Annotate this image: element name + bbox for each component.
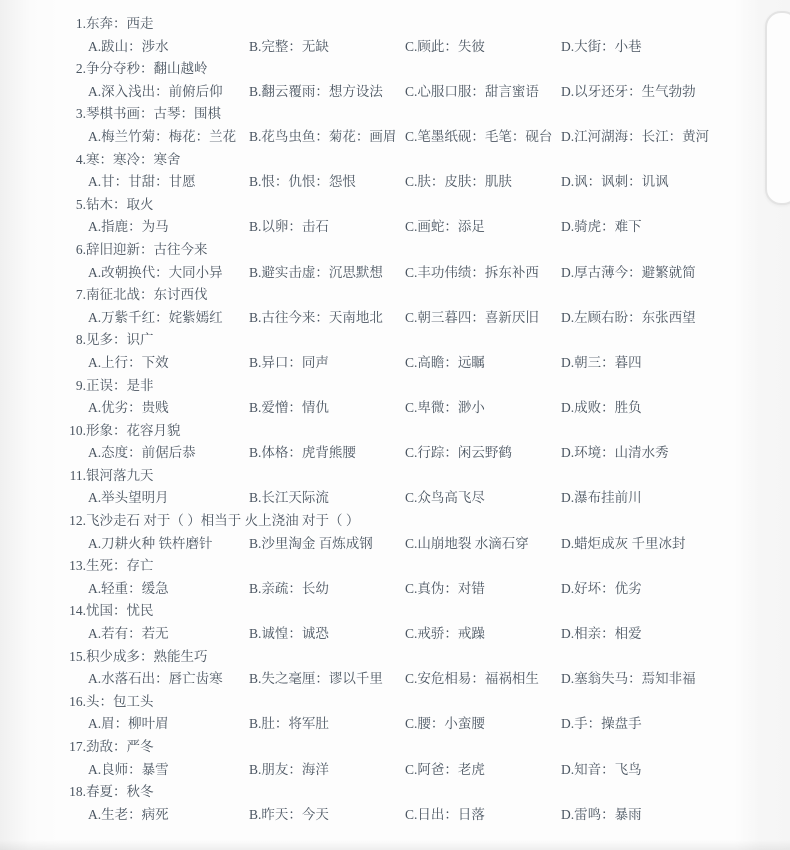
question-options-row: [0, 623, 790, 646]
question-options-row: [0, 442, 790, 465]
question-number: 2.: [75, 61, 86, 77]
option-c: C.丰功伟绩：拆东补西: [405, 264, 539, 280]
option-a: A.深入浅出：前俯后仰: [88, 83, 223, 99]
option-c: C.心服口服：甜言蜜语: [405, 83, 539, 99]
option-d: D.手：操盘手: [561, 716, 642, 732]
option-d: D.好坏：优劣: [561, 580, 642, 596]
question-block: [0, 13, 790, 58]
option-c: C.腰：小蛮腰: [405, 716, 485, 732]
scrollbar-thumb[interactable]: [765, 11, 790, 205]
question-stem: 琴棋书画：古琴：围棋: [86, 106, 221, 122]
option-d: D.相亲：相爱: [561, 626, 642, 642]
question-options-row: [0, 533, 790, 556]
question-number: 1.: [75, 16, 86, 31]
question-number: 12.: [69, 513, 86, 529]
question-stem: 见多：识广: [86, 332, 154, 348]
question-options-row: [0, 668, 790, 691]
option-c: C.高瞻：远瞩: [405, 354, 485, 370]
question-list: [0, 13, 790, 826]
page-bottom-shadow: [0, 840, 790, 850]
question-stem: 南征北战：东讨西伐: [86, 287, 208, 303]
option-a: A.指鹿：为马: [88, 219, 169, 235]
option-d: D.知音：飞鸟: [561, 761, 642, 777]
option-b: B.避实击虚：沉思默想: [249, 264, 383, 280]
question-options-row: [0, 804, 790, 827]
option-d: D.以牙还牙：生气勃勃: [561, 83, 696, 99]
question-stem: 银河落九天: [86, 467, 154, 483]
option-b: B.亲疏：长幼: [249, 580, 329, 596]
option-d: D.骑虎：难下: [561, 219, 642, 235]
question-number: 16.: [69, 693, 86, 709]
option-b: B.爱憎：情仇: [249, 400, 329, 416]
question-block: [0, 691, 790, 736]
question-stem-line: [0, 555, 790, 578]
option-b: B.肚：将军肚: [249, 716, 329, 732]
option-a: A.若有：若无: [88, 626, 169, 642]
question-number: 3.: [75, 106, 86, 122]
question-stem: 东奔：西走: [86, 16, 154, 31]
question-number: 6.: [75, 241, 86, 257]
question-stem: 忧国：忧民: [86, 603, 154, 619]
option-b: B.翻云覆雨：想方设法: [249, 83, 383, 99]
option-b: B.诚惶：诚恐: [249, 626, 329, 642]
question-block: [0, 58, 790, 103]
option-c: C.朝三暮四：喜新厌旧: [405, 309, 539, 325]
question-block: [0, 420, 790, 465]
option-d: D.大街：小巷: [561, 38, 642, 54]
option-a: A.刀耕火种 铁杵磨针: [88, 535, 213, 551]
option-d: D.瀑布挂前川: [561, 490, 642, 506]
option-d: D.朝三：暮四: [561, 354, 642, 370]
option-b: B.长江天际流: [249, 490, 329, 506]
question-number: 5.: [75, 196, 86, 212]
question-block: [0, 103, 790, 148]
option-d: D.左顾右盼：东张西望: [561, 309, 696, 325]
question-stem: 头：包工头: [86, 693, 154, 709]
option-d: D.雷鸣：暴雨: [561, 806, 642, 822]
question-stem-line: [0, 194, 790, 217]
option-a: A.生老：病死: [88, 806, 169, 822]
question-number: 14.: [69, 603, 86, 619]
option-a: A.轻重：缓急: [88, 580, 169, 596]
question-stem: 劲敌：严冬: [86, 739, 154, 754]
option-c: C.日出：日落: [405, 806, 485, 822]
option-c: C.行踪：闲云野鹤: [405, 445, 512, 461]
option-c: C.戒骄：戒躁: [405, 626, 485, 642]
question-number: 10.: [69, 422, 86, 438]
question-number: 8.: [75, 332, 86, 348]
option-d: D.成败：胜负: [561, 400, 642, 416]
question-options-row: [0, 36, 790, 59]
question-stem: 正误：是非: [86, 377, 154, 393]
question-options-row: [0, 307, 790, 330]
question-number: 15.: [69, 648, 86, 664]
option-a: A.甘：甘甜：甘愿: [88, 174, 196, 190]
question-options-row: [0, 262, 790, 285]
option-c: C.众鸟高飞尽: [405, 490, 485, 506]
question-number: 17.: [69, 739, 86, 754]
question-stem: 生死：存亡: [86, 558, 154, 574]
option-b: B.异口：同声: [249, 354, 329, 370]
question-block: [0, 600, 790, 645]
option-b: B.体格：虎背熊腰: [249, 445, 356, 461]
question-options-row: [0, 578, 790, 601]
question-block: [0, 149, 790, 194]
question-stem: 争分夺秒：翻山越岭: [86, 61, 208, 77]
question-options-row: [0, 216, 790, 239]
option-b: B.昨天：今天: [249, 806, 329, 822]
question-block: [0, 239, 790, 284]
question-block: [0, 329, 790, 374]
question-options-row: [0, 487, 790, 510]
question-stem-line: [0, 600, 790, 623]
question-stem: 钻木：取火: [86, 196, 154, 212]
option-a: A.梅兰竹菊：梅花：兰花: [88, 128, 237, 144]
option-c: C.顾此：失彼: [405, 38, 485, 54]
question-stem: 积少成多：熟能生巧: [86, 648, 208, 664]
question-stem-line: [0, 510, 790, 533]
question-stem-line: [0, 691, 790, 714]
question-stem: 形象：花容月貌: [86, 422, 181, 438]
question-number: 13.: [69, 558, 86, 574]
question-options-row: [0, 352, 790, 375]
question-number: 9.: [75, 377, 86, 393]
option-d: D.环境：山清水秀: [561, 445, 669, 461]
option-c: C.肤：皮肤：肌肤: [405, 174, 512, 190]
question-stem-line: [0, 103, 790, 126]
option-d: D.江河湖海：长江：黄河: [561, 128, 710, 144]
option-c: C.卑微：渺小: [405, 400, 485, 416]
question-block: [0, 736, 790, 781]
question-stem-line: [0, 149, 790, 172]
question-block: [0, 284, 790, 329]
question-number: 4.: [75, 151, 86, 167]
question-options-row: [0, 713, 790, 736]
question-block: [0, 465, 790, 510]
question-block: [0, 555, 790, 600]
question-stem-line: [0, 420, 790, 443]
option-b: B.以卵：击石: [249, 219, 329, 235]
option-c: C.真伪：对错: [405, 580, 485, 596]
question-stem: 寒：寒冷：寒舍: [86, 151, 181, 167]
question-block: [0, 194, 790, 239]
option-c: C.安危相易：福祸相生: [405, 671, 539, 687]
option-c: C.画蛇：添足: [405, 219, 485, 235]
option-c: C.山崩地裂 水滴石穿: [405, 535, 529, 551]
question-options-row: [0, 126, 790, 149]
question-stem-line: [0, 284, 790, 307]
question-number: 7.: [75, 287, 86, 303]
option-a: A.改朝换代：大同小异: [88, 264, 223, 280]
question-stem-line: [0, 375, 790, 398]
question-options-row: [0, 81, 790, 104]
option-b: B.古往今来：天南地北: [249, 309, 383, 325]
question-stem: 辞旧迎新：古往今来: [86, 241, 208, 257]
option-a: A.万紫千红：姹紫嫣红: [88, 309, 223, 325]
question-stem-line: [0, 646, 790, 669]
question-stem-line: [0, 736, 790, 759]
option-b: B.沙里淘金 百炼成钢: [249, 535, 373, 551]
question-number: 11.: [69, 467, 86, 483]
option-a: A.水落石出：唇亡齿寒: [88, 671, 223, 687]
option-b: B.花鸟虫鱼：菊花：画眉: [249, 128, 397, 144]
question-stem-line: [0, 239, 790, 262]
option-d: D.蜡炬成灰 千里冰封: [561, 535, 686, 551]
question-number: 18.: [69, 784, 86, 800]
option-a: A.上行：下效: [88, 354, 169, 370]
question-stem-line: [0, 58, 790, 81]
option-c: C.阿爸：老虎: [405, 761, 485, 777]
option-d: D.塞翁失马：焉知非福: [561, 671, 696, 687]
question-stem-line: [0, 465, 790, 488]
question-block: [0, 375, 790, 420]
question-stem: 春夏：秋冬: [86, 784, 154, 800]
option-a: A.优劣：贵贱: [88, 400, 169, 416]
option-b: B.失之毫厘：谬以千里: [249, 671, 383, 687]
option-b: B.恨：仇恨：怨恨: [249, 174, 356, 190]
question-options-row: [0, 397, 790, 420]
option-c: C.笔墨纸砚：毛笔：砚台: [405, 128, 553, 144]
option-a: A.眉：柳叶眉: [88, 716, 169, 732]
option-a: A.态度：前倨后恭: [88, 445, 196, 461]
question-options-row: [0, 759, 790, 782]
question-block: [0, 781, 790, 826]
option-a: A.跋山：涉水: [88, 38, 169, 54]
question-block: [0, 510, 790, 555]
option-d: D.讽：讽刺：讥讽: [561, 174, 669, 190]
question-block: [0, 646, 790, 691]
option-d: D.厚古薄今：避繁就简: [561, 264, 696, 280]
question-stem-line: [0, 329, 790, 352]
question-stem-line: [0, 13, 790, 36]
question-stem-line: [0, 781, 790, 804]
option-a: A.良师：暴雪: [88, 761, 169, 777]
option-b: B.完整：无缺: [249, 38, 329, 54]
question-options-row: [0, 171, 790, 194]
question-stem: 飞沙走石 对于（ ）相当于 火上浇油 对于（ ）: [86, 513, 360, 529]
option-b: B.朋友：海洋: [249, 761, 329, 777]
option-a: A.举头望明月: [88, 490, 169, 506]
